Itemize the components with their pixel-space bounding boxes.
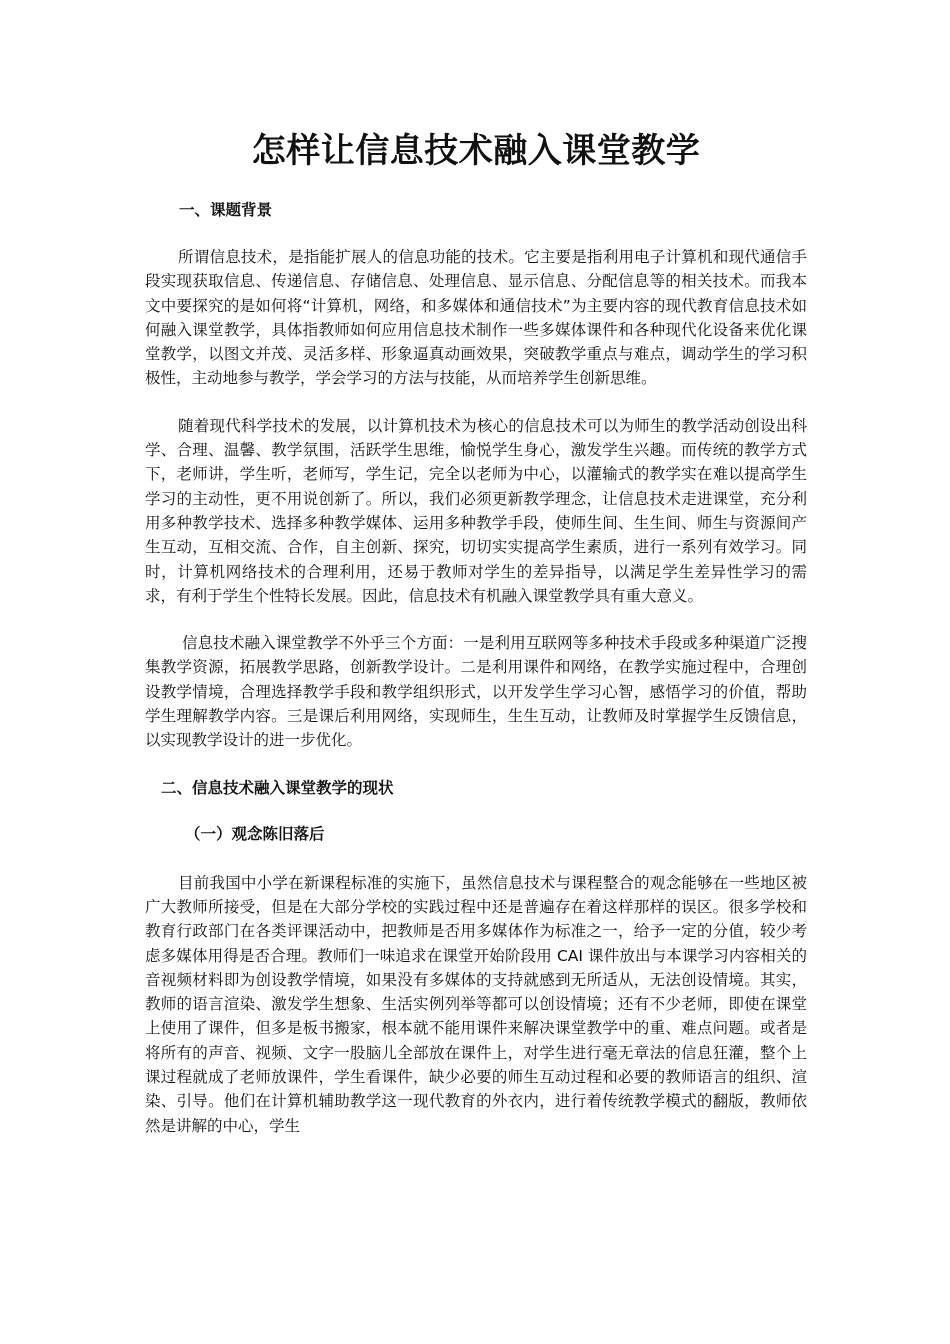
paragraph: 所谓信息技术，是指能扩展人的信息功能的技术。它主要是指利用电子计算机和现代通信手段实现获取信息、传递信息、存储信息、处理信息、显示信息、分配信息等的相关技术。而我本文中要探究的是如何将“计算机，网络，和多媒体和通信技术”为主要内容的现代教育信息技术如何融入课堂教学，具体指教师如何应用信息技术制作一些多媒体课件和各种现代化设备来优化课堂教学，以图文并茂、灵活多样、形象逼真动画效果，突破教学重点与难点，调动学生的学习积极性，主动地参与教学，学会学习的方法与技能，从而培养学生创新思维。 [145, 248, 807, 388]
paragraph: 随着现代科学技术的发展，以计算机技术为核心的信息技术可以为师生的教学活动创设出科学、合理、温馨、教学氛围，活跃学生思维，愉悦学生身心，激发学生兴趣。而传统的教学方式下，老师讲，学生听，老师写，学生记，完全以老师为中心，以灌输式的教学实在难以提高学生学习的主动性，更不用说创新了。所以，我们必须更新教学理念，让信息技术走进课堂，充分利用多种教学技术、选择多种教学媒体、运用多种教学手段，使师生间、生生间、师生与资源间产生互动，互相交流、合作，自主创新、探究，切切实实提高学生素质，进行一系列有效学习。同时，计算机网络技术的合理利用，还易于教师对学生的差异指导，以满足学生差异性学习的需求，有利于学生个性特长发展。因此，信息技术有机融入课堂教学具有重大意义。 [145, 416, 807, 605]
section-heading-background: 一、课题背景 [179, 201, 273, 219]
paragraph: 信息技术融入课堂教学不外乎三个方面：一是利用互联网等多种技术手段或多种渠道广泛搜集教学资源，拓展教学思路，创新教学设计。二是利用课件和网络，在教学实施过程中，合理创设教学情境，合理选择教学手段和教学组织形式，以开发学生学习心智，感悟学习的价值，帮助学生理解教学内容。三是课后利用网络，实现师生，生生互动，让教师及时掌握学生反馈信息，以实现教学设计的进一步优化。 [145, 634, 807, 750]
paragraph: 目前我国中小学在新课程标准的实施下，虽然信息技术与课程整合的观念能够在一些地区被广大教师所接受，但是在大部分学校的实践过程中还是普遍存在着这样那样的误区。很多学校和教育行政部门在各类评课活动中，把教师是否用多媒体作为标准之一，给予一定的分值，较少考虑多媒体用得是否合理。教师们一味追求在课堂开始阶段用 CAI 课件放出与本课学习内容相关的音视频材料即为创设教学情境，如果没有多媒体的支持就感到无所适从，无法创设情境。其实，教师的语言渲染、激发学生想象、生活实例列举等都可以创设情境；还有不少老师，即使在课堂上使用了课件，但多是板书搬家，根本就不能用课件来解决课堂教学中的重、难点问题。或者是将所有的声音、视频、文字一股脑儿全部放在课件上，对学生进行毫无章法的信息狂灌，整个上课过程就成了老师放课件，学生看课件，缺少必要的师生互动过程和必要的教师语言的组织、渲染、引导。他们在计算机辅助教学这一现代教育的外衣内，进行着传统教学模式的翻版，教师依然是讲解的中心，学生 [145, 873, 807, 1135]
document-title: 怎样让信息技术融入课堂教学 [251, 131, 701, 171]
document-page [145, 126, 807, 1138]
subsection-heading: （一）观念陈旧落后 [185, 824, 325, 843]
section-heading-status: 二、信息技术融入课堂教学的现状 [161, 778, 394, 797]
